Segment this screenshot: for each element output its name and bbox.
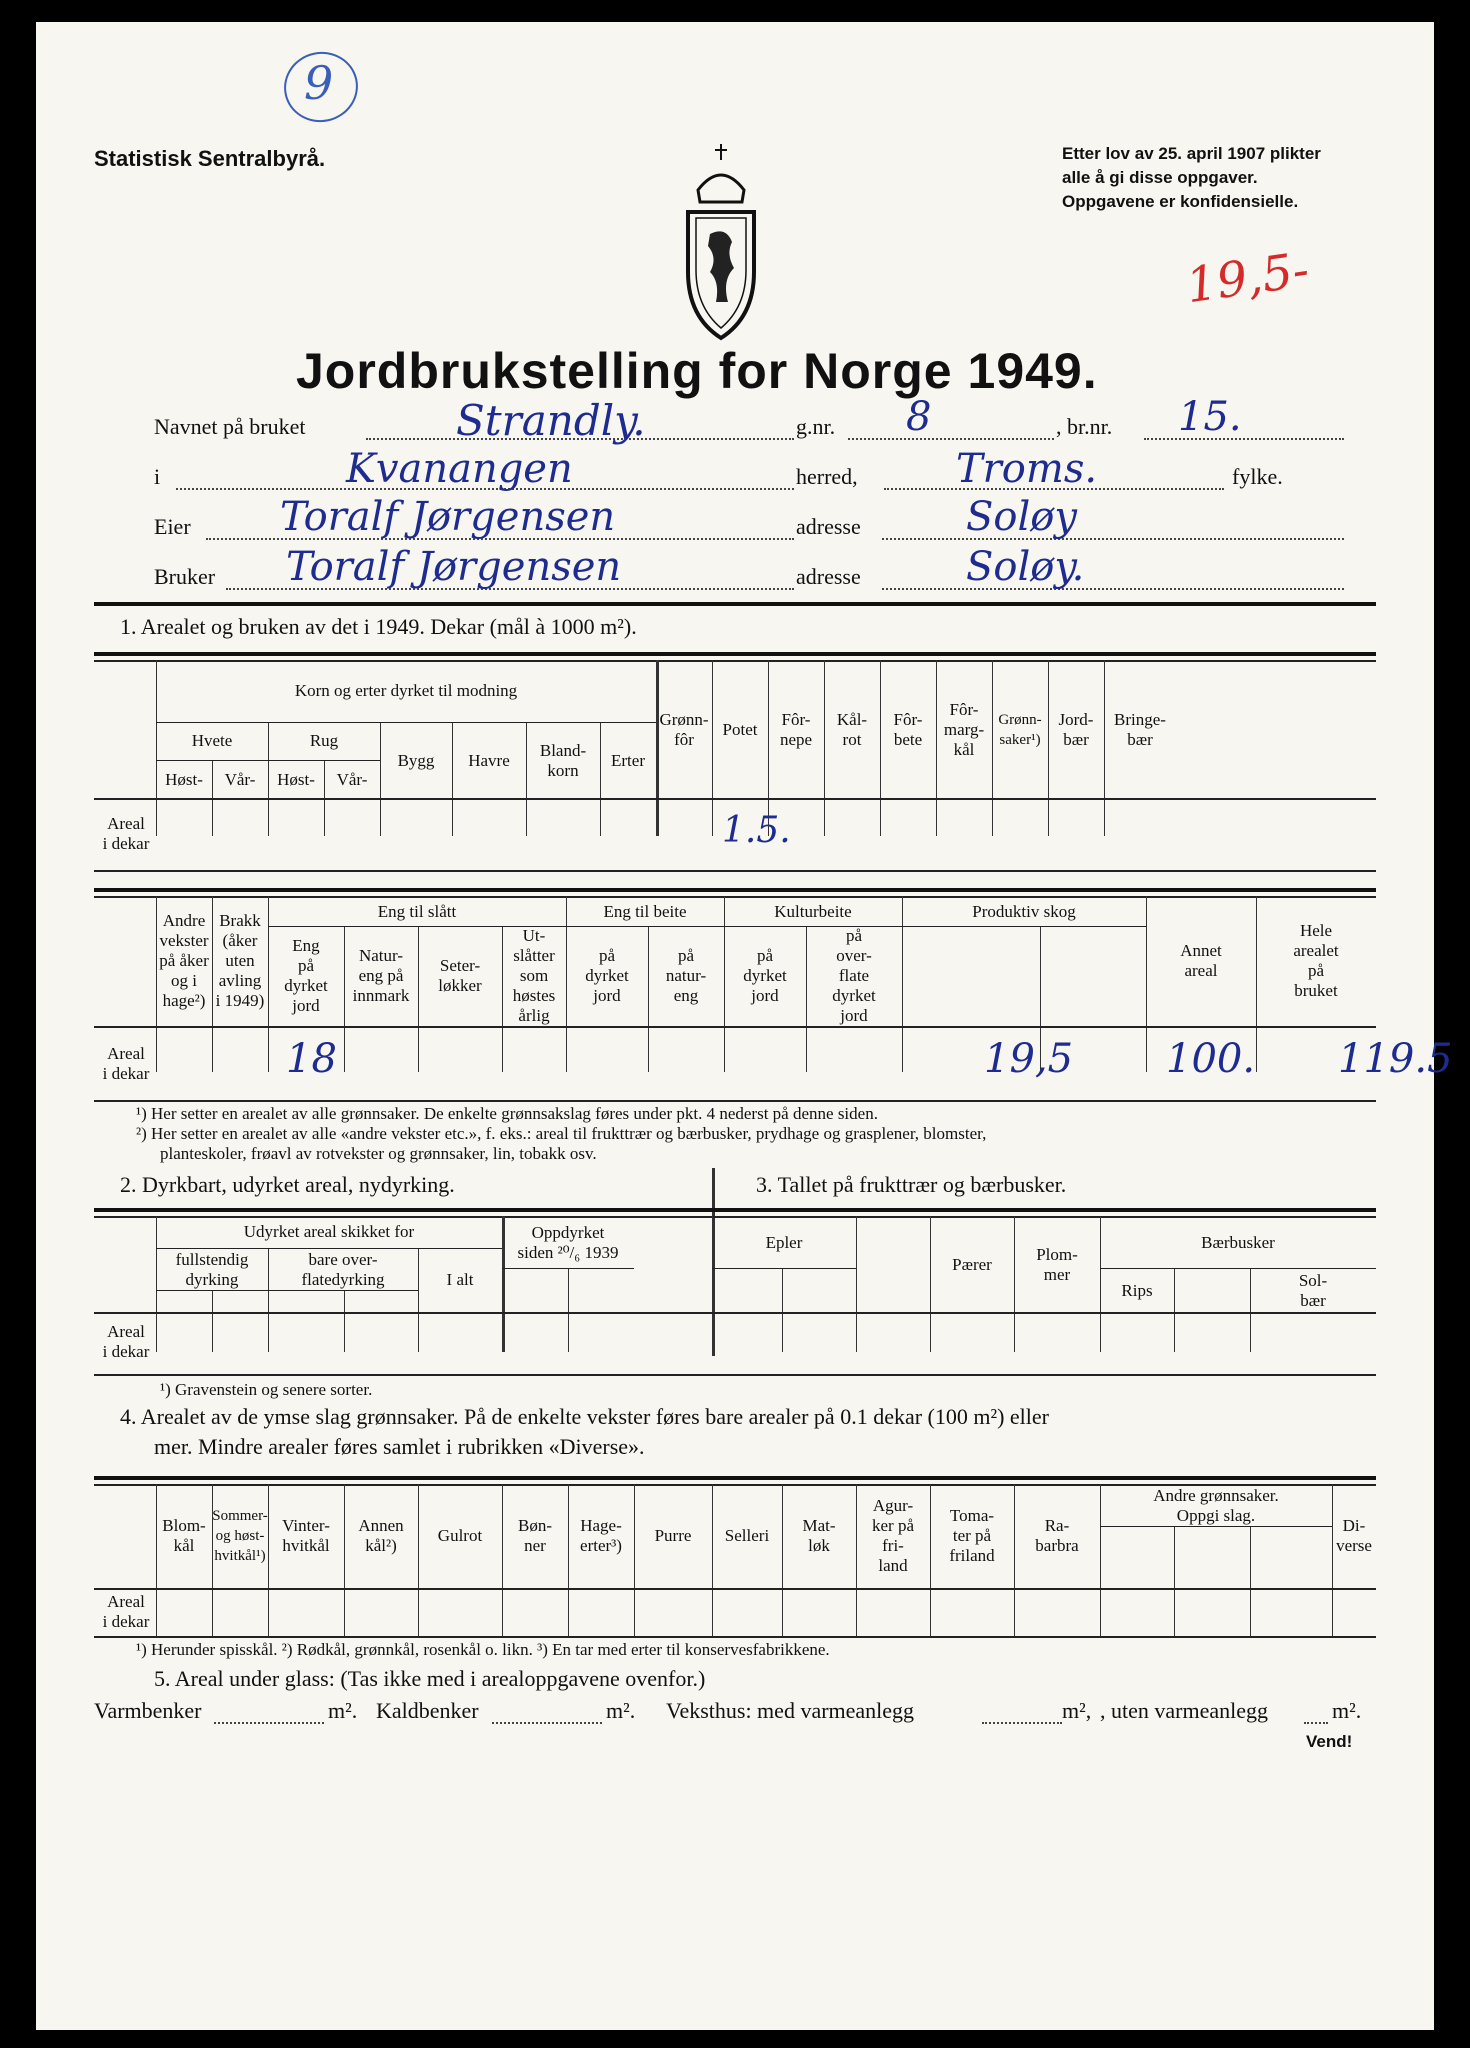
header-prod-skog: Produktiv skog (972, 902, 1076, 921)
red-annotation: 19,5- (1182, 241, 1313, 315)
coat-of-arms-icon (676, 142, 766, 342)
header-solbaer: Sol- bær (1298, 1271, 1328, 1310)
vend-label: Vend! (1306, 1732, 1353, 1751)
header-utslatter: Ut- slåtter som høstes årlig (512, 926, 556, 1025)
header-sommer-hvitkal: Sommer- og høst- hvitkål¹) (212, 1508, 268, 1564)
lauv-value: 100. (1166, 1036, 1256, 1082)
header-andre-gronnsaker: Andre grønnsaker. Oppgi slag. (1153, 1486, 1279, 1525)
header-diverse: Di- verse (1336, 1516, 1372, 1555)
header-gronnsaker: Grønn- saker¹) (998, 712, 1042, 748)
eng-value: 18 (286, 1036, 337, 1082)
circled-number-text: 9 (304, 56, 334, 110)
header-eng-slatt: Eng til slått (377, 902, 457, 921)
header-hvete-host: Høst- (165, 770, 203, 789)
table1-row-label: Areal i dekar (102, 814, 150, 853)
varmbenker-label: Varmbenker (94, 1698, 202, 1723)
varmbenker-unit: m². (328, 1698, 358, 1723)
header-selleri: Selleri (724, 1526, 770, 1545)
header-rug-host: Høst- (277, 770, 315, 789)
legal-notice (1062, 142, 1321, 214)
table2-row-label: Areal i dekar (102, 1044, 150, 1083)
header-erter: Erter (611, 751, 645, 770)
header-formargkal: Fôr- marg- kål (943, 700, 985, 759)
header-eng-beite: Eng til beite (603, 902, 687, 921)
header-agurker: Agur- ker på fri- land (871, 1496, 914, 1575)
navn-value: Strandly. (456, 396, 646, 445)
header-epler: Epler (765, 1233, 803, 1252)
header-blandkorn: Bland- korn (539, 741, 587, 780)
herred-value: Troms. (956, 446, 1098, 492)
header-purre: Purre (654, 1526, 692, 1545)
kaldbenker-unit: m². (606, 1698, 636, 1723)
i-label: i (154, 464, 161, 489)
uten-label: , uten varmeanlegg (1100, 1698, 1268, 1723)
footnote-4: ¹) Herunder spisskål. ²) Rødkål, grønnkål, rosenkål o. likn. ³) En tar med erter til konservesfabrikkene. (136, 1640, 830, 1659)
header-baerbusker: Bærbusker (1201, 1233, 1275, 1252)
header-eng-dyrket: Eng på dyrket jord (284, 936, 328, 1015)
header-fullstendig: fullstendig dyrking (175, 1250, 249, 1289)
header-jordbaer: Jord- bær (1058, 710, 1094, 749)
header-gronnfor: Grønn- fôr (659, 710, 709, 749)
brnr-value: 15. (1178, 394, 1242, 440)
header-kalrot: Kål- rot (836, 710, 868, 749)
bruker-label: Bruker (154, 564, 216, 589)
header-beite-dyrket: på dyrket jord (585, 946, 629, 1005)
footnote-1-2a: ²) Her setter en arealet av alle «andre vekster etc.», f. eks.: areal til frukttrær og bærbusker, prydhage og grasplener, blomster, (136, 1124, 987, 1143)
header-rips: Rips (1121, 1281, 1153, 1300)
bruker-value: Toralf Jørgensen (286, 544, 622, 590)
header-bonner: Bøn- ner (518, 1516, 552, 1555)
i-value: Kvanangen (346, 446, 573, 492)
header-rabarbra: Ra- barbra (1035, 1516, 1079, 1555)
header-annet-areal: Annet areal (1180, 941, 1222, 980)
gnr-value: 8 (906, 394, 932, 440)
legal-line-1: Etter lov av 25. april 1907 plikter (1062, 144, 1321, 163)
eier-adresse-label: adresse (796, 514, 861, 539)
header-blomkal: Blom- kål (162, 1516, 206, 1555)
kaldbenker-label: Kaldbenker (376, 1698, 479, 1723)
ialt-value: 19,5 (984, 1036, 1074, 1082)
header-bygg: Bygg (397, 751, 435, 770)
eier-adresse-value: Soløy (966, 494, 1077, 540)
footnote-2: ¹) Gravenstein og senere sorter. (160, 1380, 373, 1399)
section-4-heading-b: mer. Mindre arealer føres samlet i rubrikken «Diverse». (154, 1434, 645, 1459)
table3-row-label: Areal i dekar (102, 1322, 150, 1361)
header-matlok: Mat- løk (802, 1516, 836, 1555)
header-vinter-hvitkal: Vinter- hvitkål (282, 1516, 330, 1555)
page-title: Jordbrukstelling for Norge 1949. (296, 343, 1098, 399)
header-bare-overflate: bare over- flatedyrking (301, 1250, 385, 1289)
brnr-label: , br.nr. (1056, 414, 1113, 439)
header-beite-natureng: på natur- eng (665, 946, 707, 1005)
header-brakk: Brakk (åker uten avling i 1949) (215, 911, 265, 1010)
header-fornepe: Fôr- nepe (779, 710, 813, 749)
legal-line-3: Oppgavene er konfidensielle. (1062, 192, 1299, 211)
bruker-adresse-label: adresse (796, 564, 861, 589)
header-oppdyrket: Oppdyrket siden ²⁰/₆ 1939 (517, 1223, 619, 1262)
header-forbete: Fôr- bete (893, 710, 923, 749)
header-annen-kal: Annen kål²) (358, 1516, 404, 1555)
header-korn-erter: Korn og erter dyrket til modning (294, 681, 518, 700)
header-havre: Havre (468, 751, 510, 770)
header-udyrket: Udyrket areal skikket for (243, 1222, 415, 1241)
section-3-heading: 3. Tallet på frukttrær og bærbusker. (756, 1172, 1067, 1197)
header-kulturbeite: Kulturbeite (774, 902, 852, 921)
eier-label: Eier (154, 514, 191, 539)
header-rug: Rug (309, 731, 339, 750)
legal-line-2: alle å gi disse oppgaver. (1062, 168, 1258, 187)
header-naturleng: Natur- eng på innmark (352, 946, 410, 1005)
section-1-heading: 1. Arealet og bruken av det i 1949. Dekar (mål à 1000 m²). (120, 614, 637, 639)
org-name: Statistisk Sentralbyrå. (94, 146, 326, 171)
section-4-heading-a: 4. Arealet av de ymse slag grønnsaker. På de enkelte vekster føres bare arealer på 0.1 dekar (100 m²) eller (120, 1404, 1049, 1429)
potet-value: 1.5. (722, 810, 791, 851)
eier-value: Toralf Jørgensen (280, 494, 616, 540)
form-page (36, 22, 1453, 2030)
herred-label: herred, (796, 464, 858, 489)
footnote-1-2b: planteskoler, frøavl av rotvekster og grønnsaker, lin, tobakk osv. (160, 1144, 597, 1163)
header-potet: Potet (722, 720, 758, 739)
hele-value: 119.5 (1338, 1036, 1453, 1082)
bruker-adresse-value: Soløy. (966, 544, 1085, 590)
header-hvete-var: Vår- (224, 770, 256, 789)
header-andre-vekster: Andre vekster på åker og i hage²) (159, 911, 209, 1010)
uten-unit: m². (1332, 1698, 1362, 1723)
header-tomater: Toma- ter på friland (949, 1506, 995, 1565)
gnr-label: g.nr. (796, 414, 836, 439)
header-plommer: Plom- mer (1036, 1245, 1078, 1284)
header-hvete: Hvete (191, 731, 233, 750)
footnote-1-1: ¹) Her setter en arealet av alle grønnsaker. De enkelte grønnsakslag føres under pkt. 4 nederst på denne siden. (136, 1104, 878, 1123)
header-rug-var: Vår- (336, 770, 368, 789)
navn-label: Navnet på bruket (154, 414, 306, 439)
section-5-heading: 5. Areal under glass: (Tas ikke med i arealoppgavene ovenfor.) (154, 1666, 706, 1691)
section-2-heading: 2. Dyrkbart, udyrket areal, nydyrking. (120, 1172, 455, 1197)
table4-row-label: Areal i dekar (102, 1592, 150, 1631)
header-hele-arealet: Hele arealet på bruket (1293, 921, 1339, 1000)
header-paerer: Pærer (952, 1255, 992, 1274)
veksthus-label: Veksthus: med varmeanlegg (666, 1698, 915, 1723)
header-hageerter: Hage- erter³) (580, 1516, 622, 1555)
header-kultur-overflate: på over- flate dyrket jord (832, 926, 876, 1025)
header-seterlokker: Seter- løkker (438, 956, 482, 995)
header-i-alt-udyrket: I alt (446, 1270, 474, 1289)
header-bringebaer: Bringe- bær (1114, 710, 1166, 749)
fylke-label: fylke. (1232, 464, 1283, 489)
header-gulrot: Gulrot (437, 1526, 483, 1545)
header-kultur-dyrket: på dyrket jord (743, 946, 787, 1005)
veksthus-unit: m², (1062, 1698, 1092, 1723)
